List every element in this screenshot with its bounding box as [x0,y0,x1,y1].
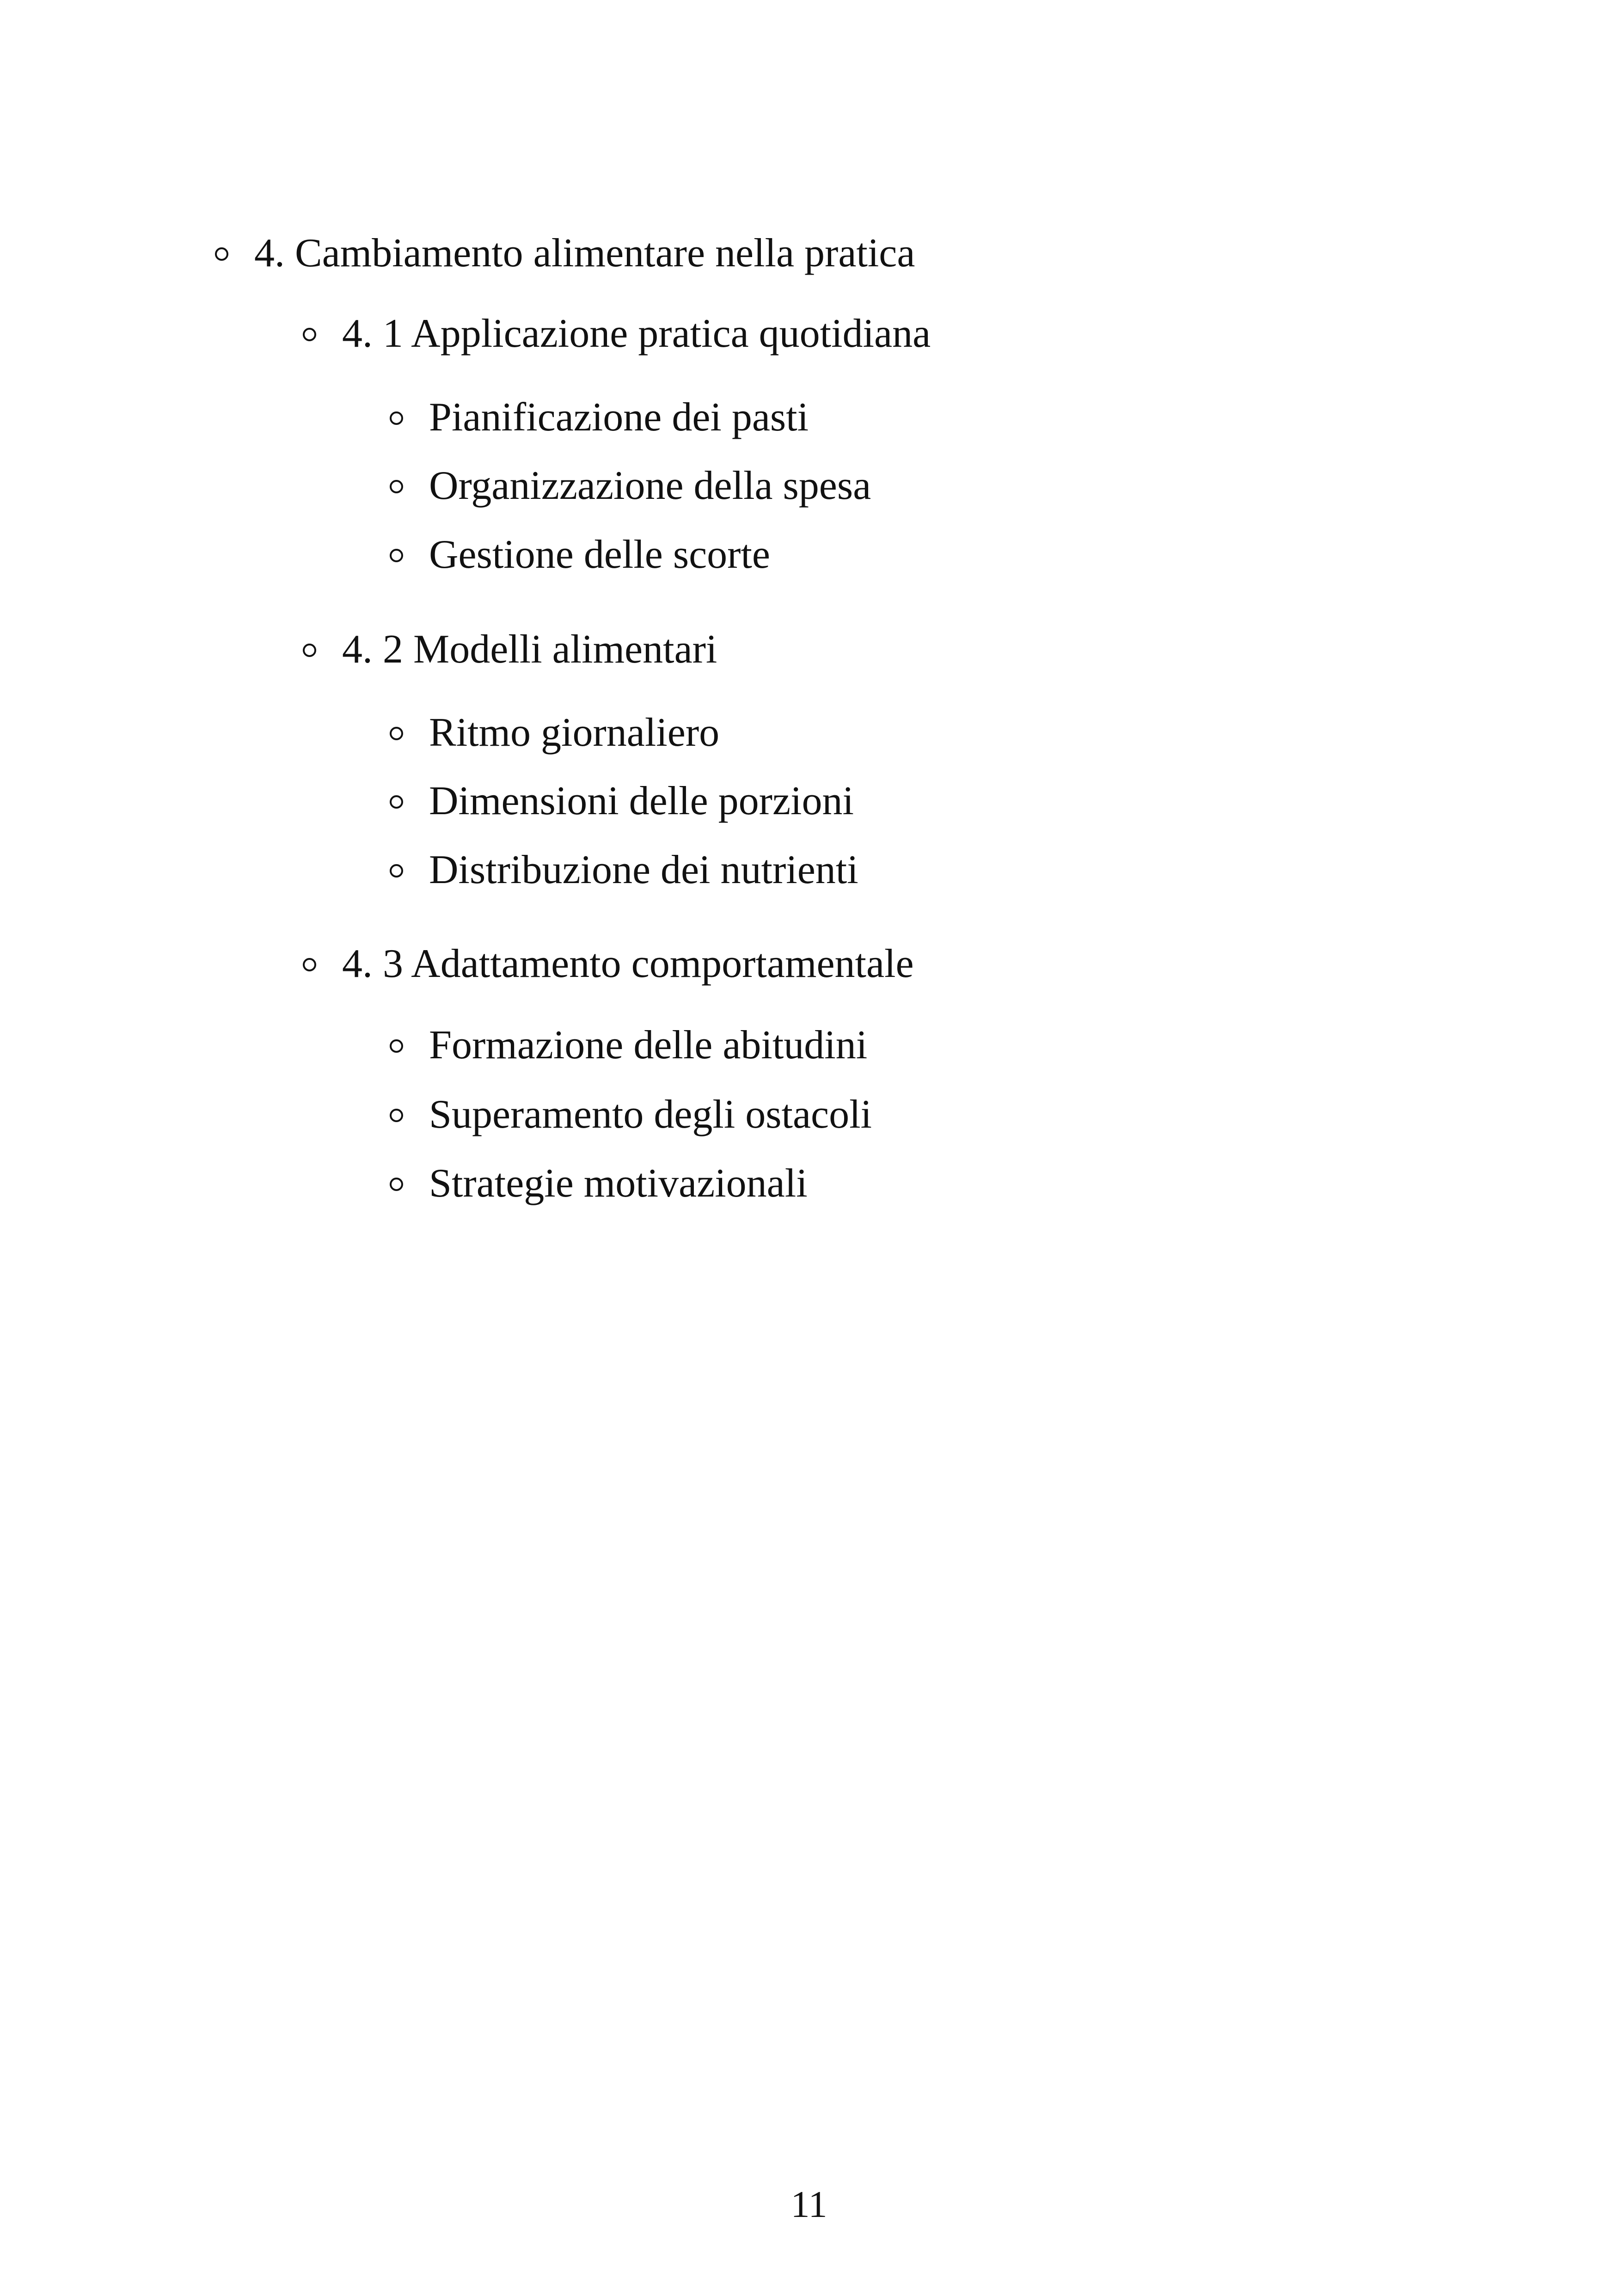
subsection-title: 4. 2 Modelli alimentari [342,627,717,672]
hollow-circle-icon [390,1039,403,1053]
outline-item [390,1089,872,1140]
item-text: Pianificazione dei pasti [429,395,809,440]
section-title: 4. Cambiamento alimentare nella pratica [254,231,915,276]
hollow-circle-icon [303,328,316,341]
item-text: Superamento degli ostacoli [429,1092,872,1137]
item-text: Organizzazione della spesa [429,463,871,508]
hollow-circle-icon [390,1178,403,1191]
item-text: Distribuzione dei nutrienti [429,847,858,892]
outline-item [390,845,858,896]
hollow-circle-icon [390,1109,403,1122]
outline-item [390,1020,867,1071]
hollow-circle-icon [390,411,403,425]
outline-section [215,228,915,279]
outline-item [390,707,719,758]
hollow-circle-icon [390,864,403,878]
outline-subsection [303,939,914,989]
outline-subsection [303,624,717,675]
outline-subsection [303,308,931,359]
item-text: Formazione delle abitudini [429,1023,868,1068]
item-text: Ritmo giornaliero [429,710,720,755]
item-text: Dimensioni delle porzioni [429,779,854,823]
outline-item [390,1158,808,1209]
hollow-circle-icon [390,549,403,562]
outline-item [390,460,871,511]
item-text: Strategie motivazionali [429,1161,808,1206]
hollow-circle-icon [390,795,403,809]
hollow-circle-icon [390,480,403,493]
page-number: 11 [791,2183,827,2225]
hollow-circle-icon [303,644,316,657]
hollow-circle-icon [390,727,403,740]
hollow-circle-icon [215,247,228,261]
outline-item [390,529,770,580]
outline-item [390,776,854,827]
item-text: Gestione delle scorte [429,532,770,577]
hollow-circle-icon [303,958,316,971]
outline-item [390,392,809,443]
subsection-title: 4. 1 Applicazione pratica quotidiana [342,311,931,356]
subsection-title: 4. 3 Adattamento comportamentale [342,941,914,986]
